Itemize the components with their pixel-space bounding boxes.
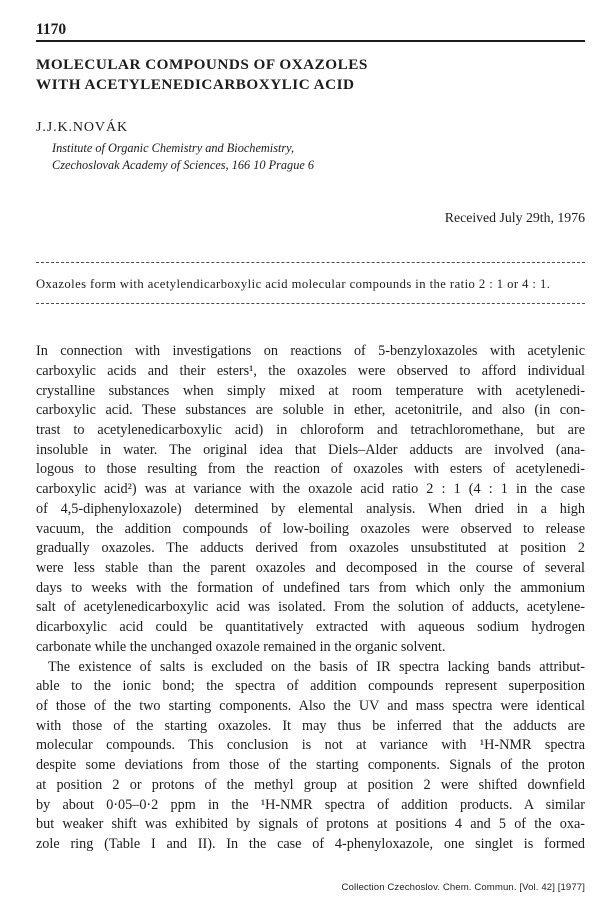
page-number: 1170: [36, 21, 67, 38]
body-line: able to the ionic bond; the spectra of addition compounds represent superposition: [36, 678, 585, 695]
body-line: but weaker shift was exhibited by signals of protons at positions 4 and 5 of the oxa-: [36, 816, 585, 833]
header-rule: [36, 40, 585, 42]
title-line: MOLECULAR COMPOUNDS OF OXAZOLES: [36, 56, 368, 73]
body-line: insoluble in water. The original idea that Diels–Alder adducts are involved (ana-: [36, 441, 585, 458]
affiliation-line: Czechoslovak Academy of Sciences, 166 10 Prague 6: [52, 157, 315, 172]
body-line: of those of the two starting components. Also the UV and mass spectra were identical: [36, 698, 585, 715]
body-line: gradually oxazoles. The adducts derived from oxazoles unsubstituted at position 2: [36, 540, 585, 557]
body-line: of 4,5-diphenyloxazole) determined by elemental analysis. When dried in a high: [36, 500, 585, 517]
body-line: dicarboxylic acid could be quantitatively extracted with aqueous sodium hydrogen: [36, 619, 585, 636]
body-line: despite some deviations from those of the starting components. Signals of the proton: [36, 757, 585, 774]
body-line: crystalline substances when simply mixed at room temperature with acetylenedi-: [36, 382, 585, 399]
body-line: were less stable than the parent oxazoles and decomposed in the course of several: [36, 560, 585, 576]
footer-citation: Collection Czechoslov. Chem. Commun. [Vol. 42] [1977]: [341, 882, 585, 893]
body-paragraph: [36, 342, 585, 658]
body-line: salt of acetylenedicarboxylic acid was isolated. From the solution of adducts, acetylene-: [36, 599, 585, 616]
body-line: at position 2 or protons of the methyl group at position 2 were shifted downfield: [36, 776, 585, 793]
body-line: by about 0·05–0·2 ppm in the ¹H-NMR spectra of addition products. A similar: [36, 796, 585, 813]
body-line: trast to acetylenedicarboxylic acid) in chloroform and tetrachloromethane, but are: [36, 421, 585, 438]
body-line: carboxylic acid²) was at variance with the oxazole acid ratio 2 : 1 (4 : 1 in the case: [36, 481, 585, 498]
body-line: The existence of salts is excluded on the basis of IR spectra lacking bands attribut-: [48, 658, 585, 675]
body-line: carboxylic acid. These substances are soluble in ether, acetonitrile, and also (in con-: [36, 402, 585, 419]
received-date: Received July 29th, 1976: [444, 210, 585, 225]
body-line: logous to those resulting from the reaction of oxazoles with esters of acetylenedi-: [36, 461, 585, 478]
title-line: WITH ACETYLENEDICARBOXYLIC ACID: [36, 76, 355, 93]
affiliation: [52, 140, 314, 174]
article-title: [36, 55, 368, 95]
abstract: Oxazoles form with acetylendicarboxylic acid molecular compounds in the ratio 2 : 1 or 4 : 1.: [36, 277, 551, 291]
body-line: with those of the starting oxazoles. It may thus be inferred that the adducts are: [36, 717, 585, 734]
body-line: In connection with investigations on reactions of 5-benzyloxazoles with acetylenic: [36, 343, 585, 360]
abstract-rule-bottom: [36, 303, 585, 304]
body-line: days to weeks with the formation of undefined tars from which only the ammonium: [36, 579, 585, 596]
abstract-rule-top: [36, 262, 585, 263]
body-text: [36, 342, 585, 855]
body-line: vacuum, the addition compounds of low-boiling oxazoles were observed to release: [36, 520, 585, 537]
body-line: carboxylic acids and their esters¹, the oxazoles were observed to afford individual: [36, 362, 585, 379]
affiliation-line: Institute of Organic Chemistry and Biochemistry,: [52, 140, 295, 155]
body-paragraph: [36, 658, 585, 855]
body-line: molecular compounds. This conclusion is not at variance with ¹H-NMR spectra: [36, 737, 585, 754]
body-line: carbonate while the unchanged oxazole remained in the organic solvent.: [36, 638, 446, 655]
author-name: J.J.K.NOVÁK: [36, 120, 128, 135]
body-line: zole ring (Table I and II). In the case of 4-phenyloxazole, one singlet is formed: [36, 836, 585, 853]
